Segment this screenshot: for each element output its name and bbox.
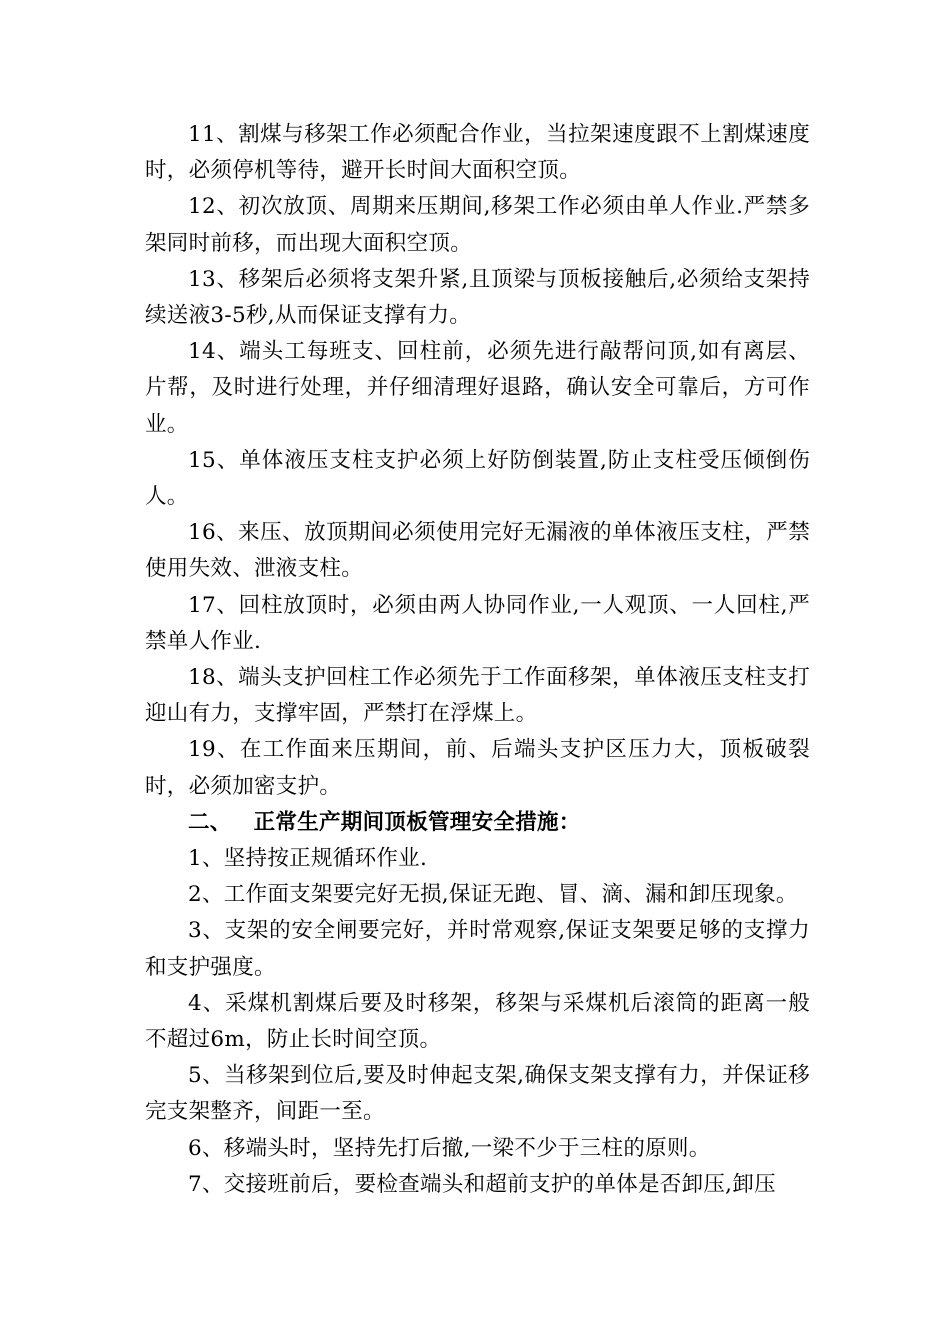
paragraph-item-14: 14、端头工每班支、回柱前，必须先进行敲帮问顶,如有离层、片帮，及时进行处理，并仔细清理好退路，确认安全可靠后，方可作业。	[145, 339, 810, 437]
paragraph-item-11: 11、割煤与移架工作必须配合作业，当拉架速度跟不上割煤速度时，必须停机等待，避开长时间大面积空顶。	[145, 122, 810, 184]
document-body	[145, 117, 810, 1203]
paragraph-item-19: 19、在工作面来压期间，前、后端头支护区压力大，顶板破裂时，必须加密支护。	[145, 737, 810, 799]
section-item-2: 2、工作面支架要完好无损,保证无跑、冒、滴、漏和卸压现象。	[188, 882, 798, 908]
section-number: 二、	[188, 809, 232, 835]
section-item-5: 5、当移架到位后,要及时伸起支架,确保支架支撑有力，并保证移完支架整齐，间距一至。	[145, 1063, 810, 1125]
paragraph-item-12: 12、初次放顶、周期来压期间,移架工作必须由单人作业.严禁多架同时前移，而出现大面积空顶。	[145, 194, 810, 256]
section-heading	[145, 805, 810, 841]
paragraph-item-16: 16、来压、放顶期间必须使用完好无漏液的单体液压支柱，严禁使用失效、泄液支柱。	[145, 520, 810, 582]
paragraph-item-13: 13、移架后必须将支架升紧,且顶梁与顶板接触后,必须给支架持续送液3-5秒,从而保证支撑有力。	[145, 266, 810, 329]
section-item-1: 1、坚持按正规循环作业.	[188, 846, 428, 872]
section-item-3: 3、支架的安全闸要完好，并时常观察,保证支架要足够的支撑力和支护强度。	[145, 918, 810, 980]
section-item-7: 7、交接班前后，要检查端头和超前支护的单体是否卸压,卸压	[188, 1171, 776, 1197]
paragraph-item-18: 18、端头支护回柱工作必须先于工作面移架，单体液压支柱支打迎山有力，支撑牢固，严禁打在浮煤上。	[145, 665, 810, 727]
section-item-6: 6、移端头时，坚持先打后撤,一梁不少于三柱的原则。	[188, 1135, 711, 1161]
paragraph-item-17: 17、回柱放顶时，必须由两人协同作业,一人观顶、一人回柱,严禁单人作业.	[145, 592, 810, 654]
section-item-4: 4、采煤机割煤后要及时移架，移架与采煤机后滚筒的距离一般不超过6m，防止长时间空顶。	[145, 990, 810, 1053]
paragraph-item-15: 15、单体液压支柱支护必须上好防倒装置,防止支柱受压倾倒伤人。	[145, 447, 810, 510]
section-title: 正常生产期间顶板管理安全措施：	[253, 809, 581, 835]
